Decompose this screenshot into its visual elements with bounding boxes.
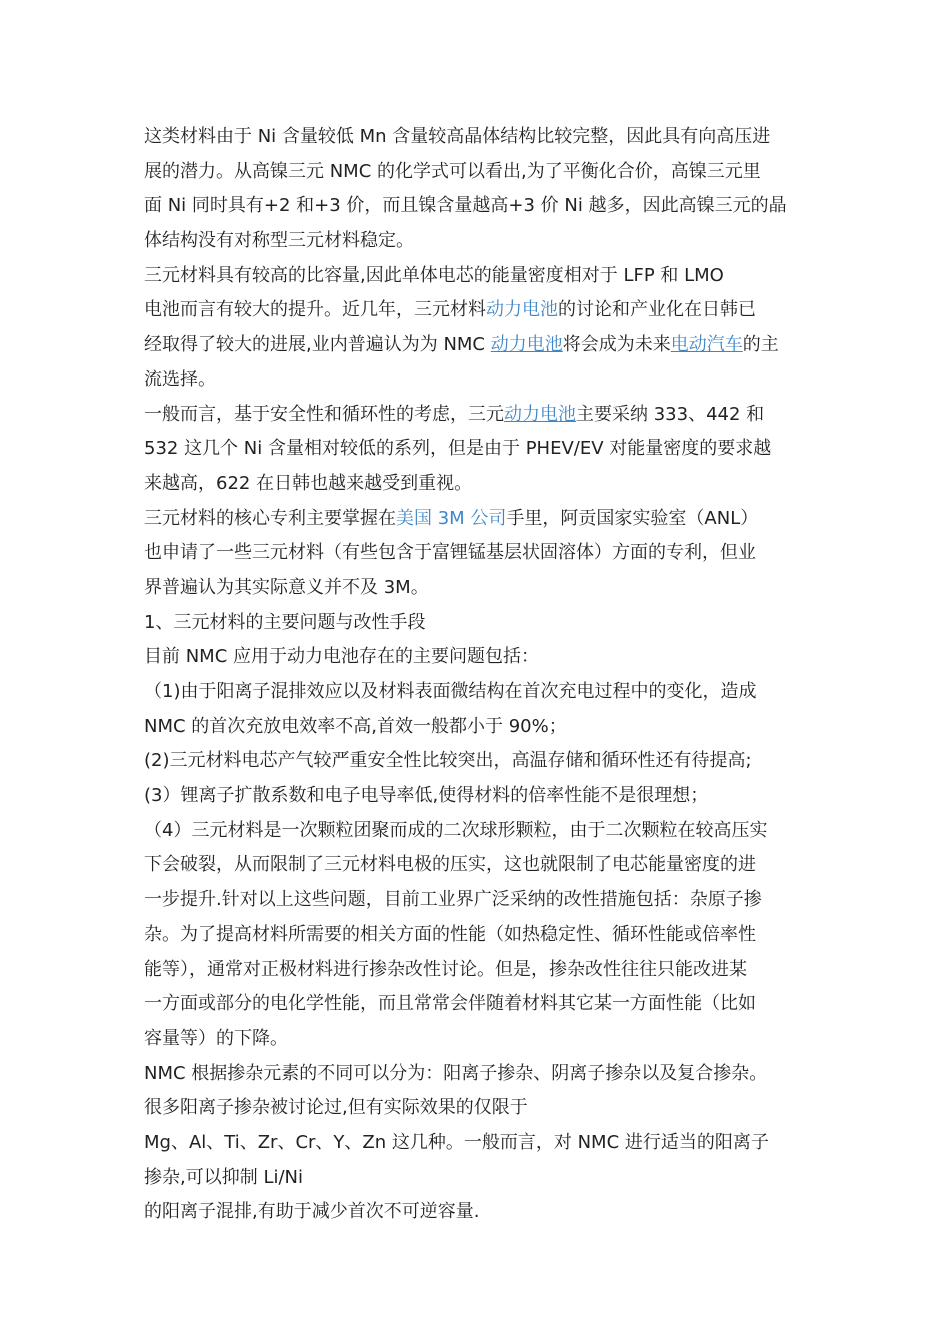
text-segment: 一步提升.针对以上这些问题，目前工业界广泛采纳的改性措施包括：杂原子掺 — [144, 889, 762, 911]
text-line — [144, 467, 814, 502]
text-line — [144, 918, 814, 953]
text-line — [144, 883, 814, 918]
text-segment: 很多阳离子掺杂被讨论过,但有实际效果的仅限于 — [144, 1097, 528, 1119]
text-segment: 体结构没有对称型三元材料稳定。 — [144, 230, 414, 252]
text-line — [144, 432, 814, 467]
text-line — [144, 640, 814, 675]
text-segment: NMC 根据掺杂元素的不同可以分为：阳离子掺杂、阴离子掺杂以及复合掺杂。 — [144, 1062, 768, 1084]
text-line — [144, 502, 814, 537]
text-line — [144, 189, 814, 224]
text-segment: (3）锂离子扩散系数和电子电导率低,使得材料的倍率性能不是很理想； — [144, 785, 709, 807]
text-line — [144, 675, 814, 710]
text-line — [144, 779, 814, 814]
text-line — [144, 536, 814, 571]
inline-link[interactable]: 动力电池 — [490, 334, 563, 356]
text-line — [144, 848, 814, 883]
text-segment: 电池而言有较大的提升。近几年，三元材料 — [144, 299, 486, 321]
text-line — [144, 744, 814, 779]
inline-link[interactable]: 电动汽车 — [670, 334, 743, 356]
text-segment: 三元材料具有较高的比容量,因此单体电芯的能量密度相对于 LFP 和 LMO — [144, 264, 724, 286]
inline-link[interactable]: 美国 3M 公司 — [396, 507, 507, 529]
text-segment: (2)三元材料电芯产气较严重安全性比较突出，高温存储和循环性还有待提高; — [144, 750, 752, 772]
text-line — [144, 814, 814, 849]
text-segment: 主要采纳 333、442 和 — [576, 403, 765, 425]
text-segment: 界普遍认为其实际意义并不及 3M。 — [144, 576, 429, 598]
text-segment: （4）三元材料是一次颗粒团聚而成的二次球形颗粒，由于二次颗粒在较高压实 — [144, 819, 768, 841]
text-line — [144, 710, 814, 745]
document-page — [144, 120, 814, 1230]
text-segment: 来越高，622 在日韩也越来越受到重视。 — [144, 472, 473, 494]
text-line — [144, 1161, 814, 1196]
text-segment: 的主 — [742, 334, 779, 356]
text-line — [144, 987, 814, 1022]
text-line — [144, 120, 814, 155]
text-line — [144, 953, 814, 988]
text-line — [144, 1091, 814, 1126]
text-segment: 目前 NMC 应用于动力电池存在的主要问题包括： — [144, 646, 540, 668]
text-segment: 一方面或部分的电化学性能，而且常常会伴随着材料其它某一方面性能（比如 — [144, 993, 756, 1015]
text-segment: Mg、Al、Ti、Zr、Cr、Y、Zn 这几种。一般而言，对 NMC 进行适当的阳离子 — [144, 1131, 769, 1153]
text-segment: 能等），通常对正极材料进行掺杂改性讨论。但是，掺杂改性往往只能改进某 — [144, 958, 747, 980]
text-segment: 一般而言，基于安全性和循环性的考虑，三元 — [144, 403, 504, 425]
text-segment: 1、三元材料的主要问题与改性手段 — [144, 611, 426, 633]
text-segment: 这类材料由于 Ni 含量较低 Mn 含量较高晶体结构比较完整，因此具有向高压进 — [144, 126, 771, 147]
text-line — [144, 1195, 814, 1230]
text-line — [144, 1022, 814, 1057]
text-segment: 也申请了一些三元材料（有些包含于富锂锰基层状固溶体）方面的专利，但业 — [144, 542, 756, 564]
text-segment: 展的潜力。从高镍三元 NMC 的化学式可以看出,为了平衡化合价，高镍三元里 — [144, 160, 761, 182]
text-segment: 三元材料的核心专利主要掌握在 — [144, 507, 396, 529]
inline-link[interactable]: 动力电池 — [486, 299, 558, 321]
text-line — [144, 1126, 814, 1161]
text-segment: 的阳离子混排,有助于减少首次不可逆容量. — [144, 1201, 480, 1223]
text-segment: 的讨论和产业化在日韩已 — [558, 299, 756, 321]
text-line — [144, 571, 814, 606]
text-segment: 下会破裂，从而限制了三元材料电极的压实，这也就限制了电芯能量密度的进 — [144, 854, 756, 876]
text-line — [144, 363, 814, 398]
text-segment: 将会成为未来 — [562, 334, 671, 356]
text-segment: 杂。为了提高材料所需要的相关方面的性能（如热稳定性、循环性能或倍率性 — [144, 923, 756, 945]
text-line — [144, 328, 814, 363]
text-segment: 掺杂,可以抑制 Li/Ni — [144, 1166, 304, 1188]
text-line — [144, 606, 814, 641]
text-line — [144, 1057, 814, 1092]
text-line — [144, 224, 814, 259]
text-line — [144, 398, 814, 433]
text-segment: 容量等）的下降。 — [144, 1027, 288, 1049]
text-line — [144, 293, 814, 328]
text-segment: 流选择。 — [144, 368, 216, 390]
text-segment: NMC 的首次充放电效率不高,首效一般都小于 90%； — [144, 715, 567, 737]
inline-link[interactable]: 动力电池 — [504, 403, 576, 425]
text-segment: 532 这几个 Ni 含量相对较低的系列，但是由于 PHEV/EV 对能量密度的要求越 — [144, 438, 772, 460]
text-line — [144, 259, 814, 294]
text-segment: 手里，阿贡国家实验室（ANL） — [506, 507, 759, 529]
text-segment: 经取得了较大的进展,业内普遍认为为 NMC — [144, 334, 491, 356]
text-segment: 面 Ni 同时具有+2 和+3 价，而且镍含量越高+3 价 Ni 越多，因此高镍三元的晶 — [144, 195, 787, 217]
text-segment: （1)由于阳离子混排效应以及材料表面微结构在首次充电过程中的变化，造成 — [144, 681, 757, 702]
text-line — [144, 155, 814, 190]
